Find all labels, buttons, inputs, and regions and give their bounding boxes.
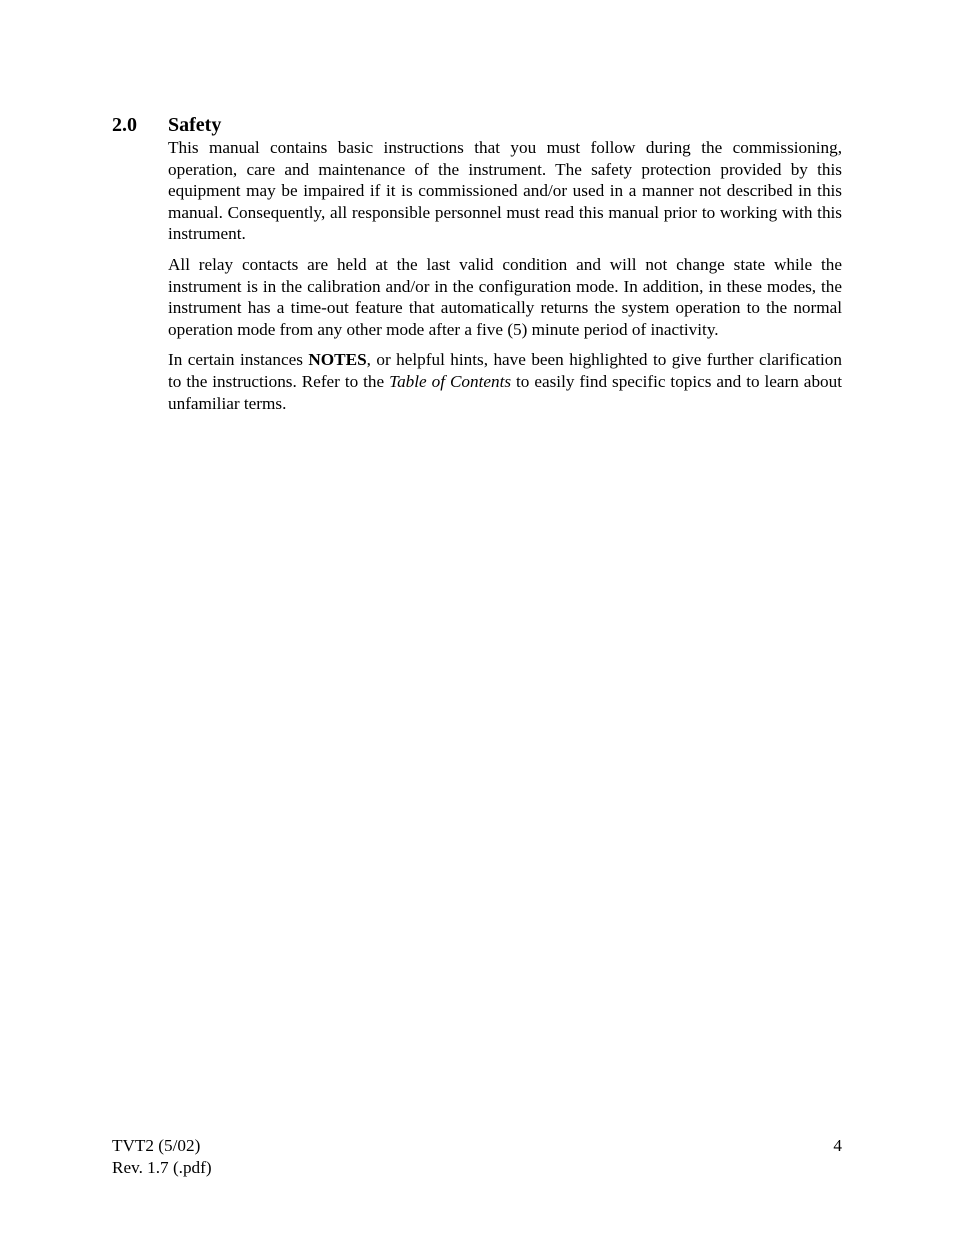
paragraph-3-text-b: , or helpful hints, have been highlighted to give further clarification to the instructions. Refer to the — [168, 350, 842, 391]
paragraph-3-text-c: to easily find specific topics and to learn about unfamiliar terms. — [168, 371, 842, 413]
footer-left — [112, 1135, 212, 1179]
section-title: Safety — [168, 114, 222, 136]
paragraph-3-text-a: In certain instances — [168, 350, 309, 370]
section-body — [168, 137, 842, 423]
footer-doc-id: TVT2 (5/02) — [112, 1136, 201, 1155]
notes-emphasis: NOTES — [308, 350, 367, 370]
paragraph-2: All relay contacts are held at the last valid condition and will not change state while the instrument is in the calibration and/or in the configuration mode. In addition, in these modes, the instrument has a time-out feature that automatically returns the system operation to the normal operation mode from any other mode after a five (5) minute period of inactivity. — [168, 254, 842, 339]
section-heading — [112, 113, 221, 137]
footer-revision: Rev. 1.7 (.pdf) — [112, 1158, 212, 1177]
paragraph-3 — [168, 349, 842, 414]
table-of-contents-reference: Table of Contents — [389, 371, 512, 391]
page-number: 4 — [833, 1136, 842, 1155]
paragraph-1: This manual contains basic instructions that you must follow during the commissioning, operation, care and maintenance of the instrument. The safety protection provided by this equipment may be impaired if it is commissioned and/or used in a manner not described in this manual. Consequently, all responsible personnel must read this manual prior to working with this instrument. — [168, 138, 842, 244]
section-number: 2.0 — [112, 114, 137, 136]
